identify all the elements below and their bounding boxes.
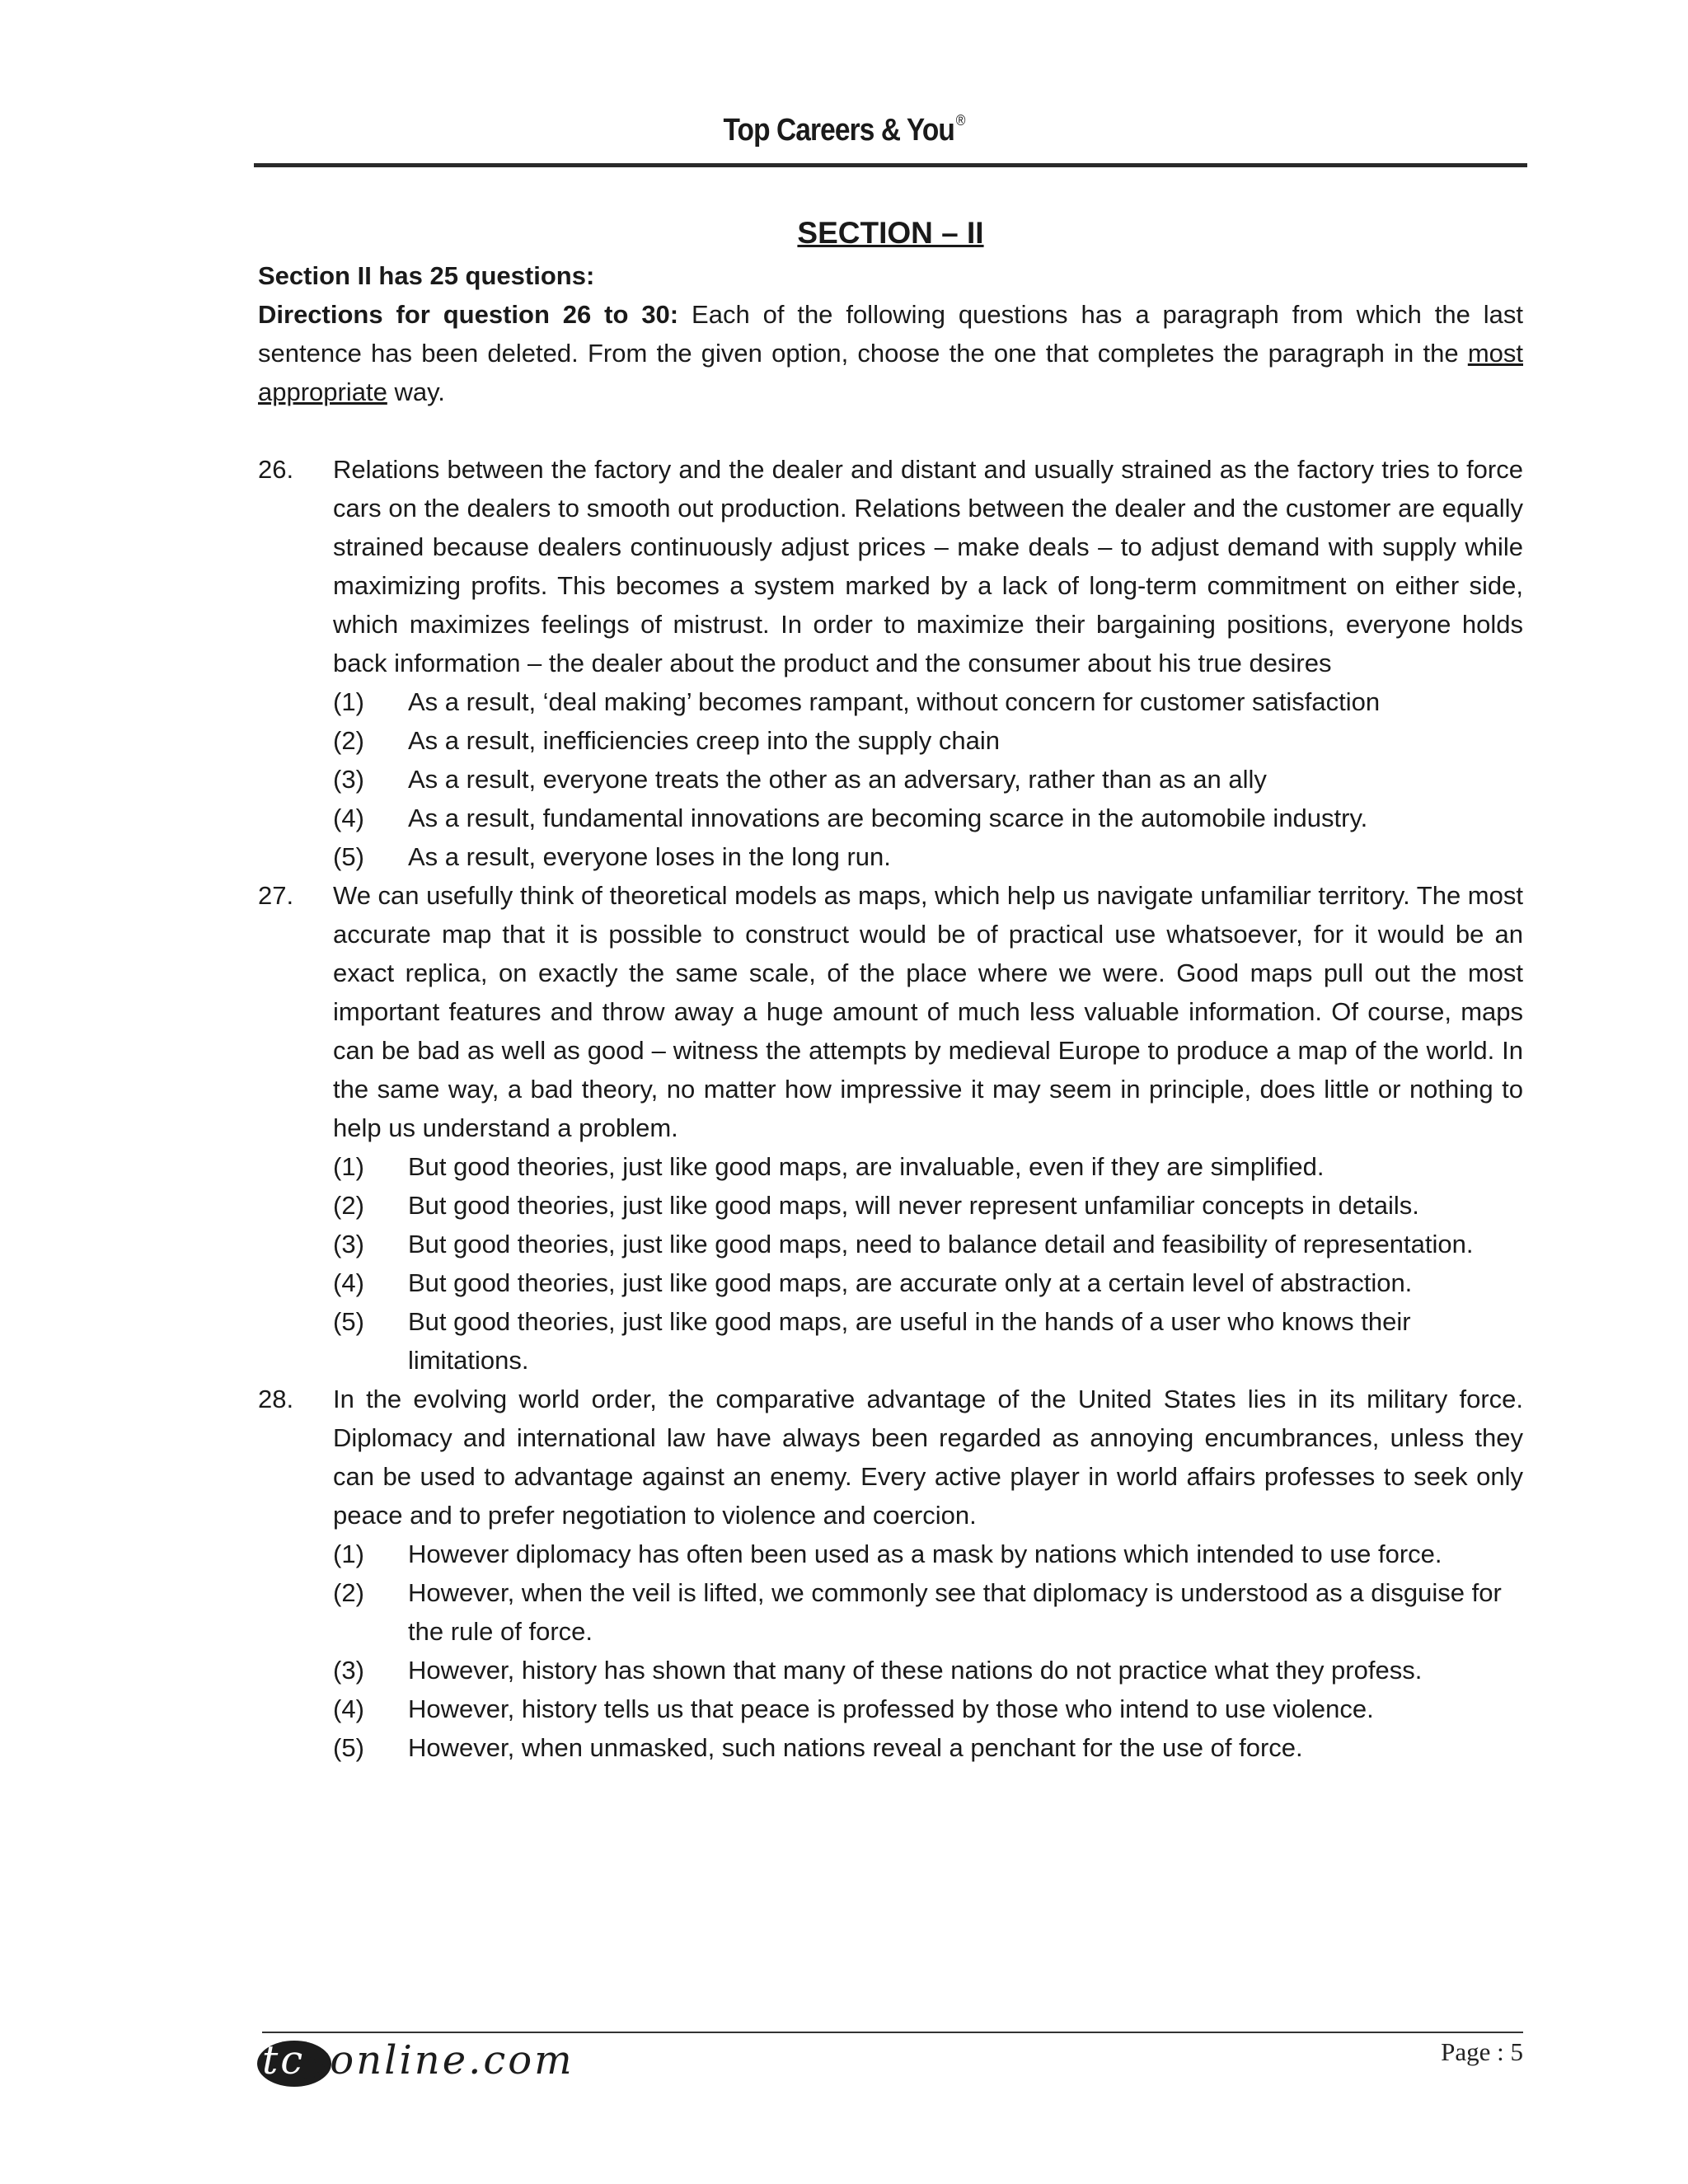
directions-label: Directions for question 26 to 30: — [258, 300, 679, 329]
option-text: As a result, everyone loses in the long run. — [408, 842, 891, 871]
option-text: As a result, inefficiencies creep into the supply chain — [408, 726, 1000, 755]
logo-domain: yonline.com — [305, 2037, 574, 2083]
question-list — [258, 450, 1523, 1767]
page-header-title — [101, 112, 1587, 148]
answer-option — [333, 760, 1523, 799]
registered-mark: ® — [955, 112, 965, 129]
option-number: (2) — [333, 1191, 364, 1220]
option-number: (4) — [333, 1694, 364, 1723]
option-text: However diplomacy has often been used as a mask by nations which intended to use force. — [408, 1540, 1442, 1568]
option-number: (3) — [333, 1656, 364, 1685]
header-rule — [254, 163, 1527, 167]
question-item — [258, 1380, 1523, 1767]
option-number: (4) — [333, 1268, 364, 1297]
option-text: But good theories, just like good maps, are invaluable, even if they are simplified. — [408, 1152, 1325, 1181]
question-text: We can usefully think of theoretical models as maps, which help us navigate unfamiliar territory. The most accurate map that it is possible to construct would be of practical use whatsoever, for it would be an exact replica, on exactly the same scale, of the place where we were. Good maps pull out the most important features and throw away a huge amount of much less valuable information. Of course, maps can be bad as well as good – witness the attempts by medieval Europe to produce a map of the world. In the same way, a bad theory, no matter how impressive it may seem in principle, does little or nothing to help us understand a problem. — [333, 881, 1523, 1142]
option-text: However, when unmasked, such nations reveal a penchant for the use of force. — [408, 1733, 1303, 1762]
option-text: But good theories, just like good maps, are accurate only at a certain level of abstraction. — [408, 1268, 1413, 1297]
answer-option — [333, 1302, 1523, 1380]
answer-option — [333, 1651, 1523, 1690]
option-text: As a result, everyone treats the other as an adversary, rather than as an ally — [408, 765, 1267, 794]
question-text: In the evolving world order, the comparative advantage of the United States lies in its military force. Diplomacy and international law have always been regarded as annoying encumbrances, unless they can be used to advantage against an enemy. Every active player in world affairs professes to seek only peace and to prefer negotiation to violence and coercion. — [333, 1385, 1523, 1530]
directions-text-end: way. — [387, 377, 445, 406]
page-content — [258, 210, 1523, 1767]
answer-option — [333, 1728, 1523, 1767]
logo-tc: tc — [262, 2037, 306, 2083]
option-number: (1) — [333, 687, 364, 716]
question-item — [258, 876, 1523, 1380]
option-number: (5) — [333, 1733, 364, 1762]
directions-underlined: most appropriate — [258, 339, 1523, 406]
answer-option — [333, 1263, 1523, 1302]
page-number: Page : 5 — [1441, 2037, 1523, 2066]
option-text: However, history has shown that many of these nations do not practice what they profess. — [408, 1656, 1423, 1685]
directions-text: Each of the following questions has a paragraph from which the last sentence has been deleted. From the given option, choose the one that completes the paragraph in the — [258, 300, 1523, 368]
option-text: As a result, ‘deal making’ becomes rampant, without concern for customer satisfaction — [408, 687, 1381, 716]
directions-paragraph — [258, 295, 1523, 411]
answer-option — [333, 682, 1523, 721]
option-number: (1) — [333, 1540, 364, 1568]
option-number: (1) — [333, 1152, 364, 1181]
answer-option — [333, 721, 1523, 760]
option-number: (3) — [333, 765, 364, 794]
question-number: 26. — [258, 455, 294, 484]
tcyonline-logo — [257, 2036, 574, 2093]
question-number: 27. — [258, 881, 294, 910]
option-text: But good theories, just like good maps, are useful in the hands of a user who knows their limitations. — [408, 1307, 1411, 1375]
option-text: However, history tells us that peace is professed by those who intend to use violence. — [408, 1694, 1374, 1723]
option-number: (2) — [333, 1578, 364, 1607]
option-number: (5) — [333, 1307, 364, 1336]
answer-option — [333, 1690, 1523, 1728]
option-text: As a result, fundamental innovations are becoming scarce in the automobile industry. — [408, 804, 1368, 832]
section-intro: Section II has 25 questions: — [258, 261, 595, 290]
answer-option — [333, 1225, 1523, 1263]
option-number: (2) — [333, 726, 364, 755]
logo-text — [262, 2037, 574, 2083]
question-item — [258, 450, 1523, 876]
header-brand: Top Careers & You — [723, 113, 954, 148]
spacer — [258, 411, 1523, 450]
section-heading: SECTION – II — [797, 216, 984, 250]
answer-option — [333, 1186, 1523, 1225]
answer-option — [333, 799, 1523, 837]
option-text: But good theories, just like good maps, will never represent unfamiliar concepts in details. — [408, 1191, 1419, 1220]
option-text: But good theories, just like good maps, need to balance detail and feasibility of representation. — [408, 1230, 1474, 1258]
question-text: Relations between the factory and the dealer and distant and usually strained as the factory tries to force cars on the dealers to smooth out production. Relations between the dealer and the customer are equally strained because dealers continuously adjust prices – make deals – to adjust demand with supply while maximizing profits. This becomes a system marked by a lack of long-term commitment on either side, which maximizes feelings of mistrust. In order to maximize their bargaining positions, everyone holds back information – the dealer about the product and the consumer about his true desires — [333, 455, 1523, 677]
answer-option — [333, 837, 1523, 876]
answer-option — [333, 1147, 1523, 1186]
question-number: 28. — [258, 1385, 294, 1413]
answer-option — [333, 1573, 1523, 1651]
option-number: (5) — [333, 842, 364, 871]
option-number: (4) — [333, 804, 364, 832]
answer-option — [333, 1535, 1523, 1573]
footer-rule — [262, 2032, 1523, 2033]
option-number: (3) — [333, 1230, 364, 1258]
option-text: However, when the veil is lifted, we commonly see that diplomacy is understood as a disguise for the rule of force. — [408, 1578, 1502, 1646]
